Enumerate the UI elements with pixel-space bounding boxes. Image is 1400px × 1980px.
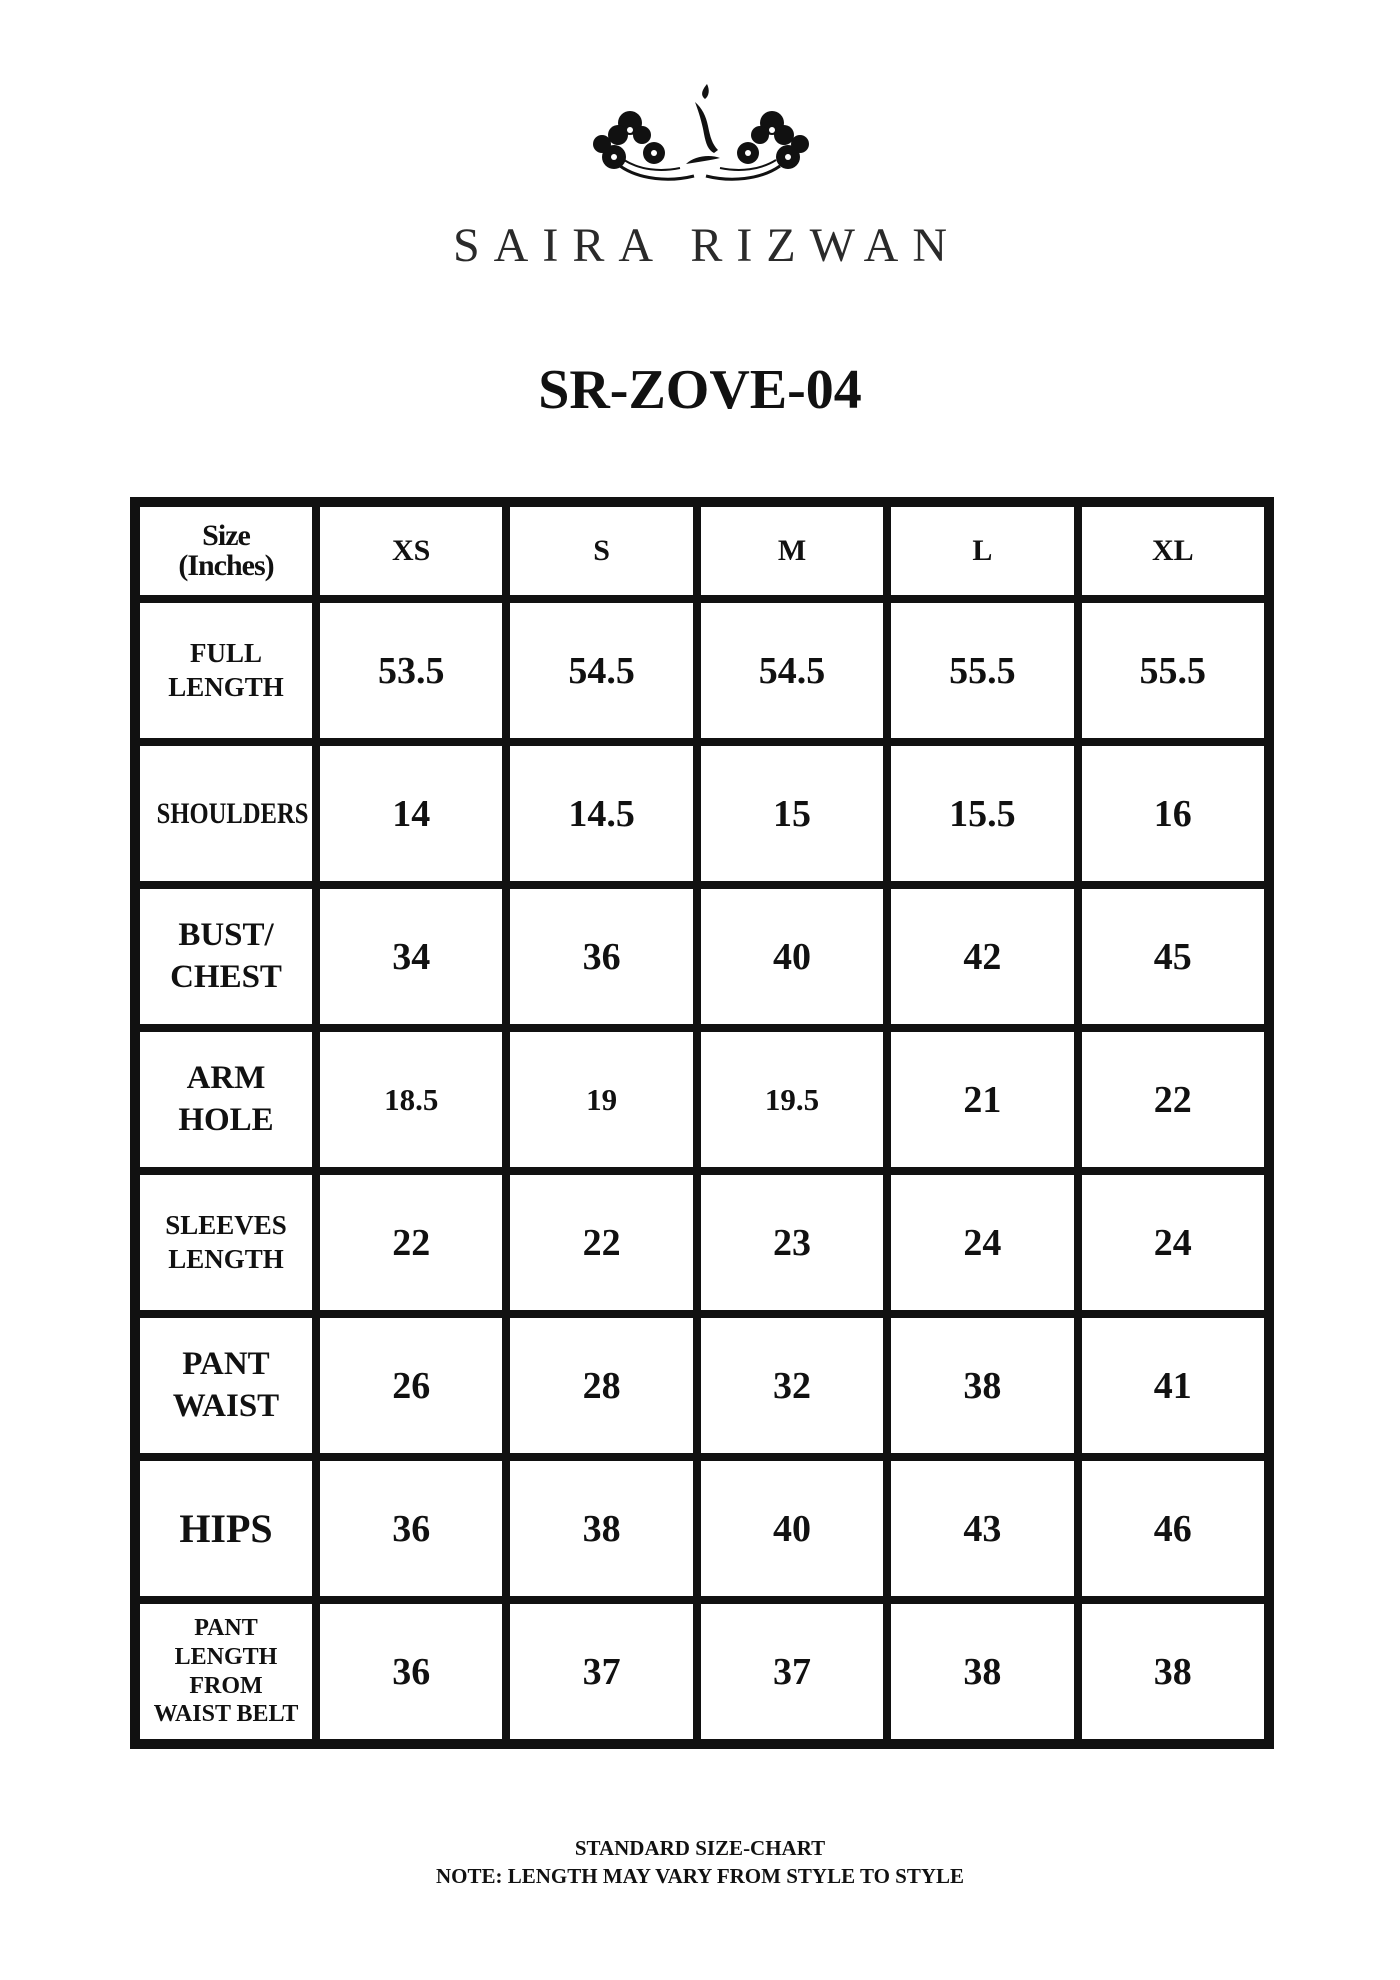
table-cell: 21 <box>887 1028 1077 1171</box>
table-row <box>136 885 1268 1028</box>
table-cell: 36 <box>506 885 696 1028</box>
size-chart-table <box>130 497 1274 1749</box>
table-cell: 18.5 <box>316 1028 506 1171</box>
table-row <box>136 1600 1268 1743</box>
table-cell: 42 <box>887 885 1077 1028</box>
table-cell: 36 <box>316 1457 506 1600</box>
row-label-line: LENGTH <box>168 671 284 702</box>
row-label-sleeves-length <box>136 1171 316 1314</box>
row-label-line: PANT <box>194 1614 258 1641</box>
table-cell: 19 <box>506 1028 696 1171</box>
size-header-xs: XS <box>316 503 506 599</box>
logo-letter-icon <box>702 84 709 99</box>
table-cell: 37 <box>697 1600 887 1743</box>
table-cell: 45 <box>1078 885 1268 1028</box>
table-cell: 24 <box>1078 1171 1268 1314</box>
table-cell: 55.5 <box>887 599 1077 742</box>
row-label-line: HIPS <box>179 1505 273 1551</box>
table-cell: 15.5 <box>887 742 1077 885</box>
table-cell: 14.5 <box>506 742 696 885</box>
table-cell: 23 <box>697 1171 887 1314</box>
brand-logo-icon <box>590 80 810 200</box>
row-label-line: WAIST <box>172 1387 280 1424</box>
corner-label-line: Size <box>202 519 250 552</box>
table-cell: 24 <box>887 1171 1077 1314</box>
table-row <box>136 1028 1268 1171</box>
table-cell: 38 <box>506 1457 696 1600</box>
row-label-line: CHEST <box>170 958 282 995</box>
table-cell: 40 <box>697 1457 887 1600</box>
table-cell: 22 <box>316 1171 506 1314</box>
table-cell: 41 <box>1078 1314 1268 1457</box>
row-label-line: WAIST BELT <box>153 1701 299 1728</box>
size-header-xl: XL <box>1078 503 1268 599</box>
size-header-m: M <box>697 503 887 599</box>
table-cell: 46 <box>1078 1457 1268 1600</box>
size-header-l: L <box>887 503 1077 599</box>
table-cell: 26 <box>316 1314 506 1457</box>
table-cell: 37 <box>506 1600 696 1743</box>
row-label-hips <box>136 1457 316 1600</box>
table-cell: 38 <box>887 1600 1077 1743</box>
table-cell: 38 <box>887 1314 1077 1457</box>
brand-name: SAIRA RIZWAN <box>452 219 961 272</box>
row-label-line: ARM <box>186 1060 266 1097</box>
row-label-line: PANT <box>182 1346 270 1383</box>
table-row <box>136 742 1268 885</box>
row-label-pant-length <box>136 1600 316 1743</box>
table-row <box>136 1314 1268 1457</box>
table-cell: 28 <box>506 1314 696 1457</box>
table-cell: 16 <box>1078 742 1268 885</box>
row-label-line: SLEEVES <box>165 1209 287 1240</box>
table-row <box>136 1457 1268 1600</box>
row-label-line: SHOULDERS <box>156 796 309 830</box>
table-cell: 15 <box>697 742 887 885</box>
table-row <box>136 1171 1268 1314</box>
table-cell: 32 <box>697 1314 887 1457</box>
table-cell: 40 <box>697 885 887 1028</box>
footer-note <box>0 1834 1400 1890</box>
row-label-bust-chest <box>136 885 316 1028</box>
table-cell: 54.5 <box>506 599 696 742</box>
row-label-shoulders <box>136 742 316 885</box>
left-flower-icon <box>593 111 665 169</box>
table-cell: 34 <box>316 885 506 1028</box>
row-label-line: FROM <box>189 1672 263 1699</box>
corner-label-line: (Inches) <box>178 549 274 582</box>
row-label-line: LENGTH <box>174 1643 278 1670</box>
row-label-line: FULL <box>189 637 262 668</box>
row-label-pant-waist <box>136 1314 316 1457</box>
table-cell: 53.5 <box>316 599 506 742</box>
length-vary-note: NOTE: LENGTH MAY VARY FROM STYLE TO STYLE <box>435 1864 965 1888</box>
row-label-full-length <box>136 599 316 742</box>
size-header-row <box>136 503 1268 599</box>
row-label-arm-hole <box>136 1028 316 1171</box>
row-label-line: LENGTH <box>168 1243 284 1274</box>
table-row <box>136 599 1268 742</box>
table-cell: 19.5 <box>697 1028 887 1171</box>
size-header-s: S <box>506 503 696 599</box>
standard-size-chart-label: STANDARD SIZE-CHART <box>574 1836 826 1860</box>
table-cell: 38 <box>1078 1600 1268 1743</box>
table-cell: 36 <box>316 1600 506 1743</box>
table-cell: 14 <box>316 742 506 885</box>
row-label-line: BUST/ <box>178 917 274 954</box>
style-code-title: SR-ZOVE-04 <box>538 359 862 421</box>
table-cell: 43 <box>887 1457 1077 1600</box>
table-cell: 55.5 <box>1078 599 1268 742</box>
right-flower-icon <box>737 111 809 169</box>
row-label-line: HOLE <box>178 1101 274 1138</box>
table-cell: 54.5 <box>697 599 887 742</box>
table-cell: 22 <box>506 1171 696 1314</box>
size-inches-header <box>136 503 316 599</box>
table-cell: 22 <box>1078 1028 1268 1171</box>
